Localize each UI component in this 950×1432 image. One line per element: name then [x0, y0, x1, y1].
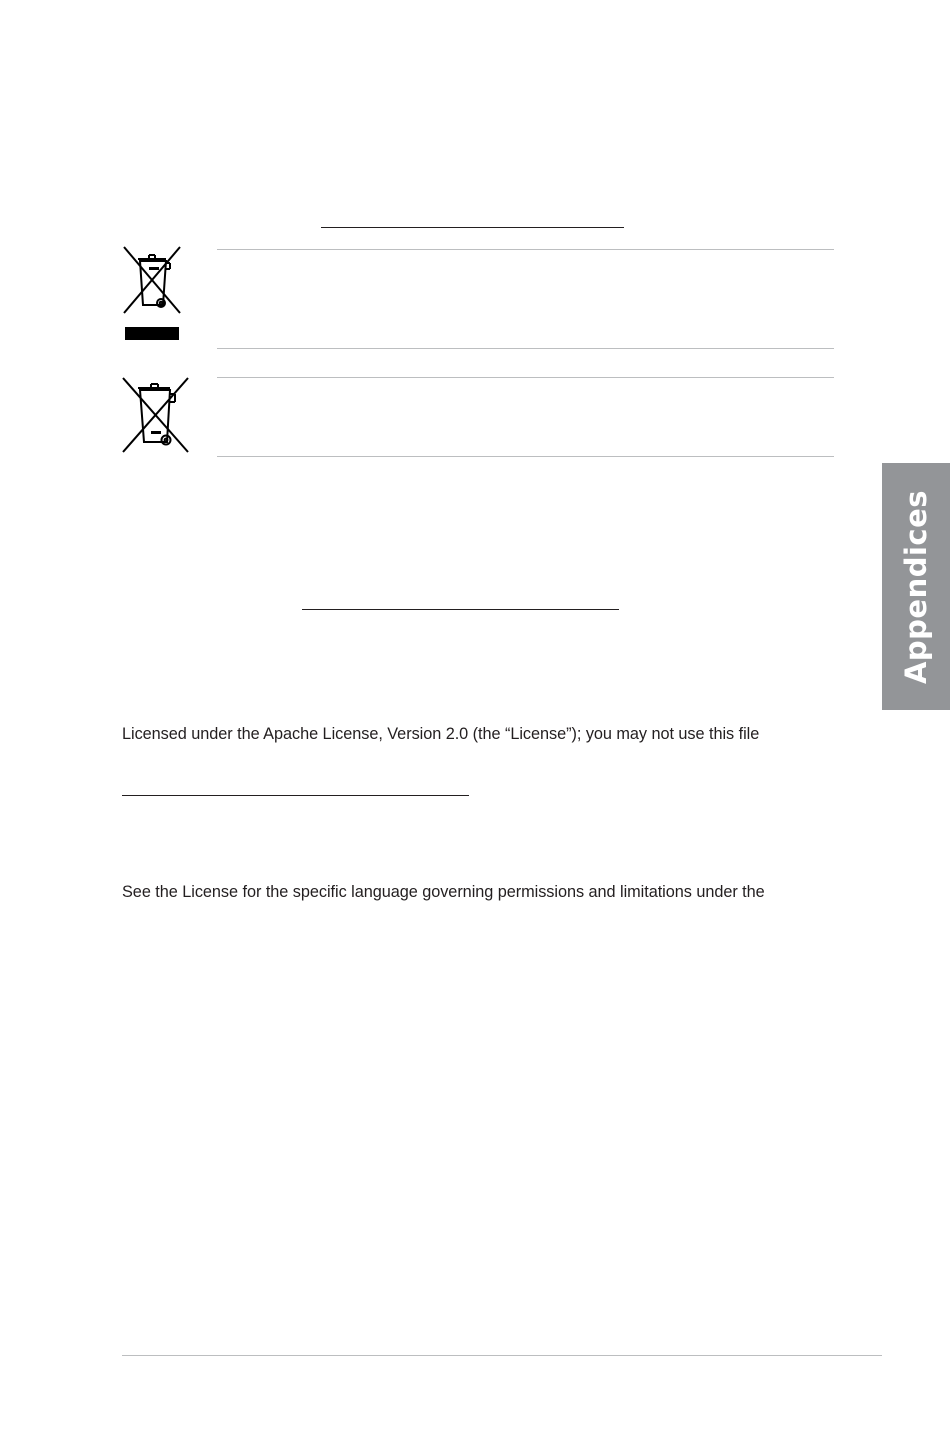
crossed-out-wheelie-bin-icon: [120, 376, 192, 456]
section-heading-underline: [321, 227, 624, 228]
footer-rule: [122, 1355, 882, 1356]
license-text-line-2: See the License for the specific language governing permissions and limitations under the: [122, 883, 765, 901]
recycling-block-2-top-rule: [217, 377, 834, 378]
license-heading-underline: [302, 609, 619, 610]
appendices-side-tab: [882, 463, 950, 710]
weee-black-bar: [125, 327, 179, 340]
appendices-tab-label: Appendices: [899, 489, 933, 684]
license-text-line-1: Licensed under the Apache License, Version 2.0 (the “License”); you may not use this file: [122, 725, 760, 743]
license-link-underline[interactable]: [122, 795, 469, 796]
recycling-block-1-top-rule: [217, 249, 834, 250]
recycling-block-2-bottom-rule: [217, 456, 834, 457]
crossed-out-wheelie-bin-icon: [120, 245, 186, 317]
recycling-block-1-bottom-rule: [217, 348, 834, 349]
